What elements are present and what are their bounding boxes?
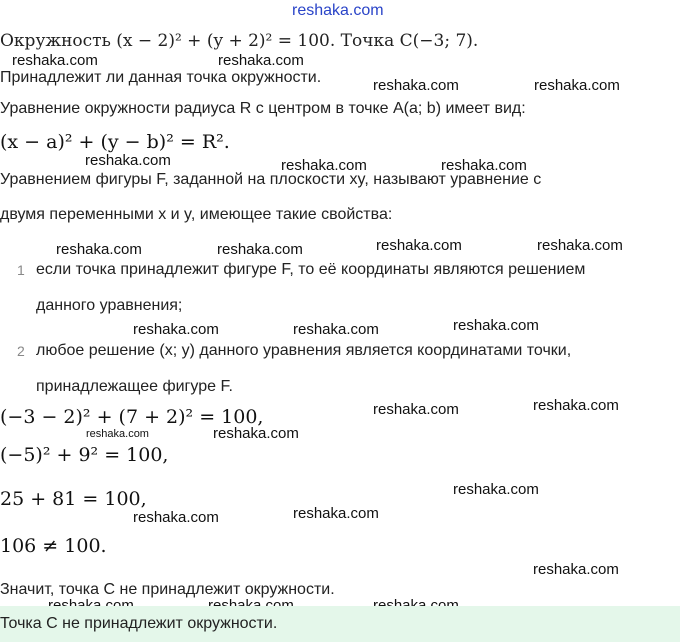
watermark: reshaka.com — [293, 505, 379, 522]
definition-line-1: Уравнением фигуры F, заданной на плоскости xy, называют уравнение с — [0, 171, 542, 188]
answer-box — [0, 606, 680, 642]
watermark: reshaka.com — [453, 481, 539, 498]
calc-line-4: 106 ≠ 100. — [0, 535, 107, 557]
circle-formula: (x − a)² + (y − b)² = R². — [0, 131, 230, 153]
watermark-top: reshaka.com — [292, 2, 384, 19]
watermark: reshaka.com — [373, 77, 459, 94]
list-number: 2 — [17, 343, 25, 359]
watermark: reshaka.com — [533, 397, 619, 414]
watermark: reshaka.com — [534, 77, 620, 94]
definition-line-2: двумя переменными x и y, имеющее такие свойства: — [0, 206, 393, 223]
watermark: reshaka.com — [213, 425, 299, 442]
watermark: reshaka.com — [441, 157, 527, 174]
list-item-1-line-2: данного уравнения; — [36, 297, 183, 314]
watermark: reshaka.com — [133, 509, 219, 526]
watermark: reshaka.com — [281, 157, 367, 174]
watermark: reshaka.com — [293, 321, 379, 338]
list-item-2-line-1: любое решение (x; y) данного уравнения является координатами точки, — [36, 342, 572, 359]
conclusion-text: Значит, точка C не принадлежит окружности. — [0, 581, 335, 598]
watermark: reshaka.com — [453, 317, 539, 334]
answer-text: Точка C не принадлежит окружности. — [0, 615, 278, 632]
watermark: reshaka.com — [373, 401, 459, 418]
calc-line-3: 25 + 81 = 100, — [0, 488, 147, 510]
watermark: reshaka.com — [537, 237, 623, 254]
watermark: reshaka.com — [218, 52, 304, 69]
question-text: Принадлежит ли данная точка окружности. — [0, 69, 322, 86]
list-number: 1 — [17, 262, 25, 278]
calc-line-1: (−3 − 2)² + (7 + 2)² = 100, — [0, 406, 264, 428]
watermark: reshaka.com — [133, 321, 219, 338]
watermark: reshaka.com — [217, 241, 303, 258]
watermark: reshaka.com — [56, 241, 142, 258]
watermark: reshaka.com — [12, 52, 98, 69]
watermark: reshaka.com — [85, 152, 171, 169]
watermark: reshaka.com — [533, 561, 619, 578]
problem-text: Окружность (x − 2)² + (y + 2)² = 100. Точка C(−3; 7). — [0, 31, 479, 51]
watermark: reshaka.com — [376, 237, 462, 254]
circle-equation-intro: Уравнение окружности радиуса R с центром в точке A(a; b) имеет вид: — [0, 100, 526, 117]
problem-statement — [0, 31, 478, 52]
calc-line-2: (−5)² + 9² = 100, — [0, 444, 169, 466]
list-item-1-line-1: если точка принадлежит фигуре F, то её координаты являются решением — [36, 261, 586, 278]
list-item-2-line-2: принадлежащее фигуре F. — [36, 378, 233, 395]
watermark-small: reshaka.com — [86, 428, 149, 440]
